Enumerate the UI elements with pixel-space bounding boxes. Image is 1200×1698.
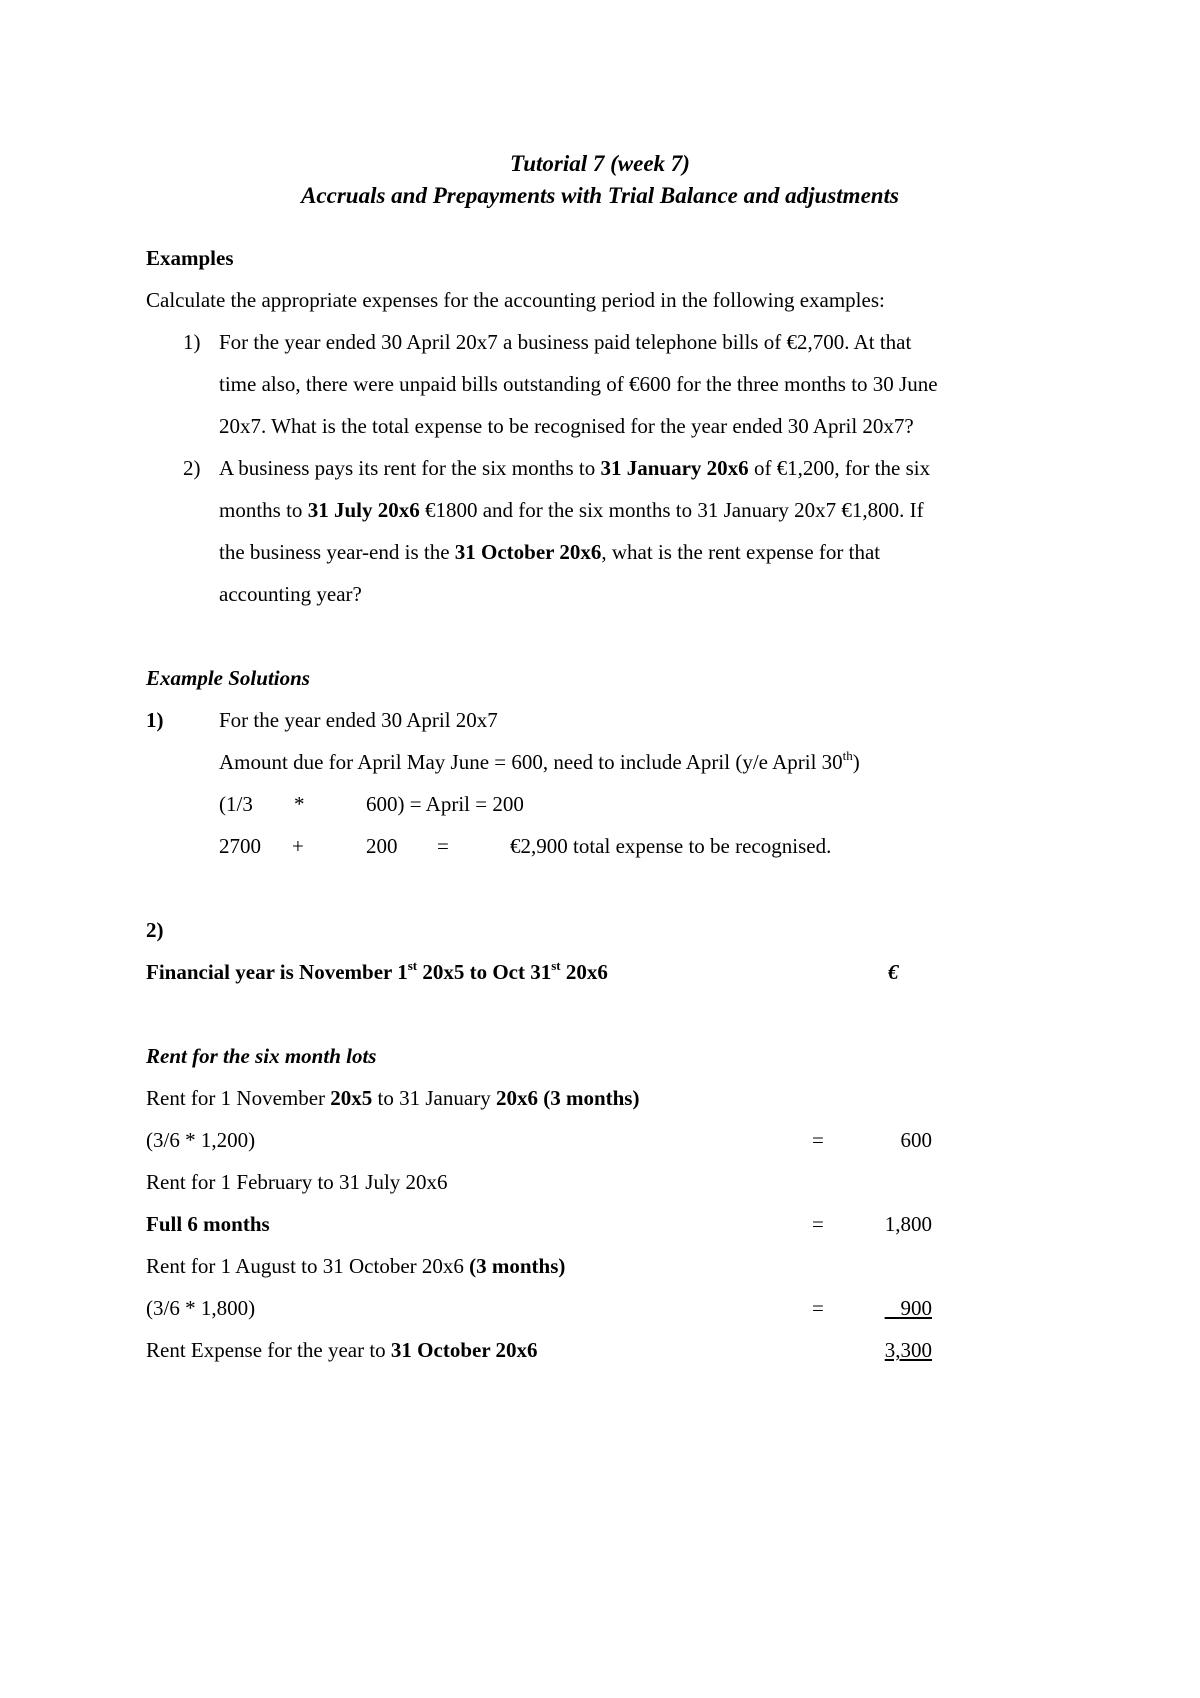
solution-1-calc-1-a: (1/3 [219,792,253,816]
solution-1-line-1: For the year ended 30 April 20x7 [219,708,498,732]
examples-heading: Examples [146,246,234,270]
rent-period-3: Rent for 1 August to 31 October 20x6 (3 months) [146,1254,566,1278]
solution-1-calc-1-op: * [294,792,305,816]
solution-1-calc-2-eq: = [437,834,449,858]
rent-calc-1-label: (3/6 * 1,200) [146,1128,256,1152]
solution-1-calc-2-a: 2700 [219,834,261,858]
solution-1-calc-2-op: + [292,834,304,858]
question-1-marker: 1) [183,330,201,354]
solution-1-marker: 1) [146,708,164,732]
rent-calc-3-equals: = [812,1296,824,1320]
rent-calc-2-value: 1,800 [884,1212,932,1236]
rent-total-label: Rent Expense for the year to 31 October 20x6 [146,1338,538,1362]
question-2-line-4: accounting year? [219,582,362,606]
rent-period-1: Rent for 1 November 20x5 to 31 January 20x6 (3 months) [146,1086,640,1110]
title-line-1: Tutorial 7 (week 7) [510,151,690,176]
rent-total-value: 3,300 [884,1338,932,1362]
rent-calc-3-value: 900 [900,1296,932,1320]
solution-1-line-2: Amount due for April May June = 600, need to include April (y/e April 30th) [219,748,860,774]
rent-calc-1-value: 600 [900,1128,932,1152]
solution-1-calc-1-b: 600) = April = 200 [366,792,524,816]
rent-period-2: Rent for 1 February to 31 July 20x6 [146,1170,448,1194]
question-1-line-2: time also, there were unpaid bills outstanding of €600 for the three months to 30 June [219,372,938,396]
examples-intro: Calculate the appropriate expenses for the accounting period in the following examples: [146,288,885,312]
rent-calc-3-label: (3/6 * 1,800) [146,1296,256,1320]
currency-header: € [888,960,899,984]
question-2-marker: 2) [183,456,201,480]
financial-year-line: Financial year is November 1st 20x5 to Oct 31st 20x6 [146,958,608,984]
rent-subheading: Rent for the six month lots [146,1044,377,1068]
rent-calc-1-equals: = [812,1128,824,1152]
solution-2-marker: 2) [146,918,164,942]
solutions-heading: Example Solutions [146,666,310,690]
solution-1-calc-2-result: €2,900 total expense to be recognised. [510,834,832,858]
rent-calc-2-label: Full 6 months [146,1212,270,1236]
question-2-line-3: the business year-end is the 31 October 20x6, what is the rent expense for that [219,540,881,564]
question-2-line-2: months to 31 July 20x6 €1800 and for the six months to 31 January 20x7 €1,800. If [219,498,924,522]
question-2-line-1: A business pays its rent for the six months to 31 January 20x6 of €1,200, for the six [219,456,931,480]
rent-calc-2-equals: = [812,1212,824,1236]
title-line-2: Accruals and Prepayments with Trial Balance and adjustments [301,183,899,208]
question-1-line-3: 20x7. What is the total expense to be recognised for the year ended 30 April 20x7? [219,414,914,438]
solution-1-calc-2-b: 200 [366,834,398,858]
question-1-line-1: For the year ended 30 April 20x7 a business paid telephone bills of €2,700. At that [219,330,912,354]
